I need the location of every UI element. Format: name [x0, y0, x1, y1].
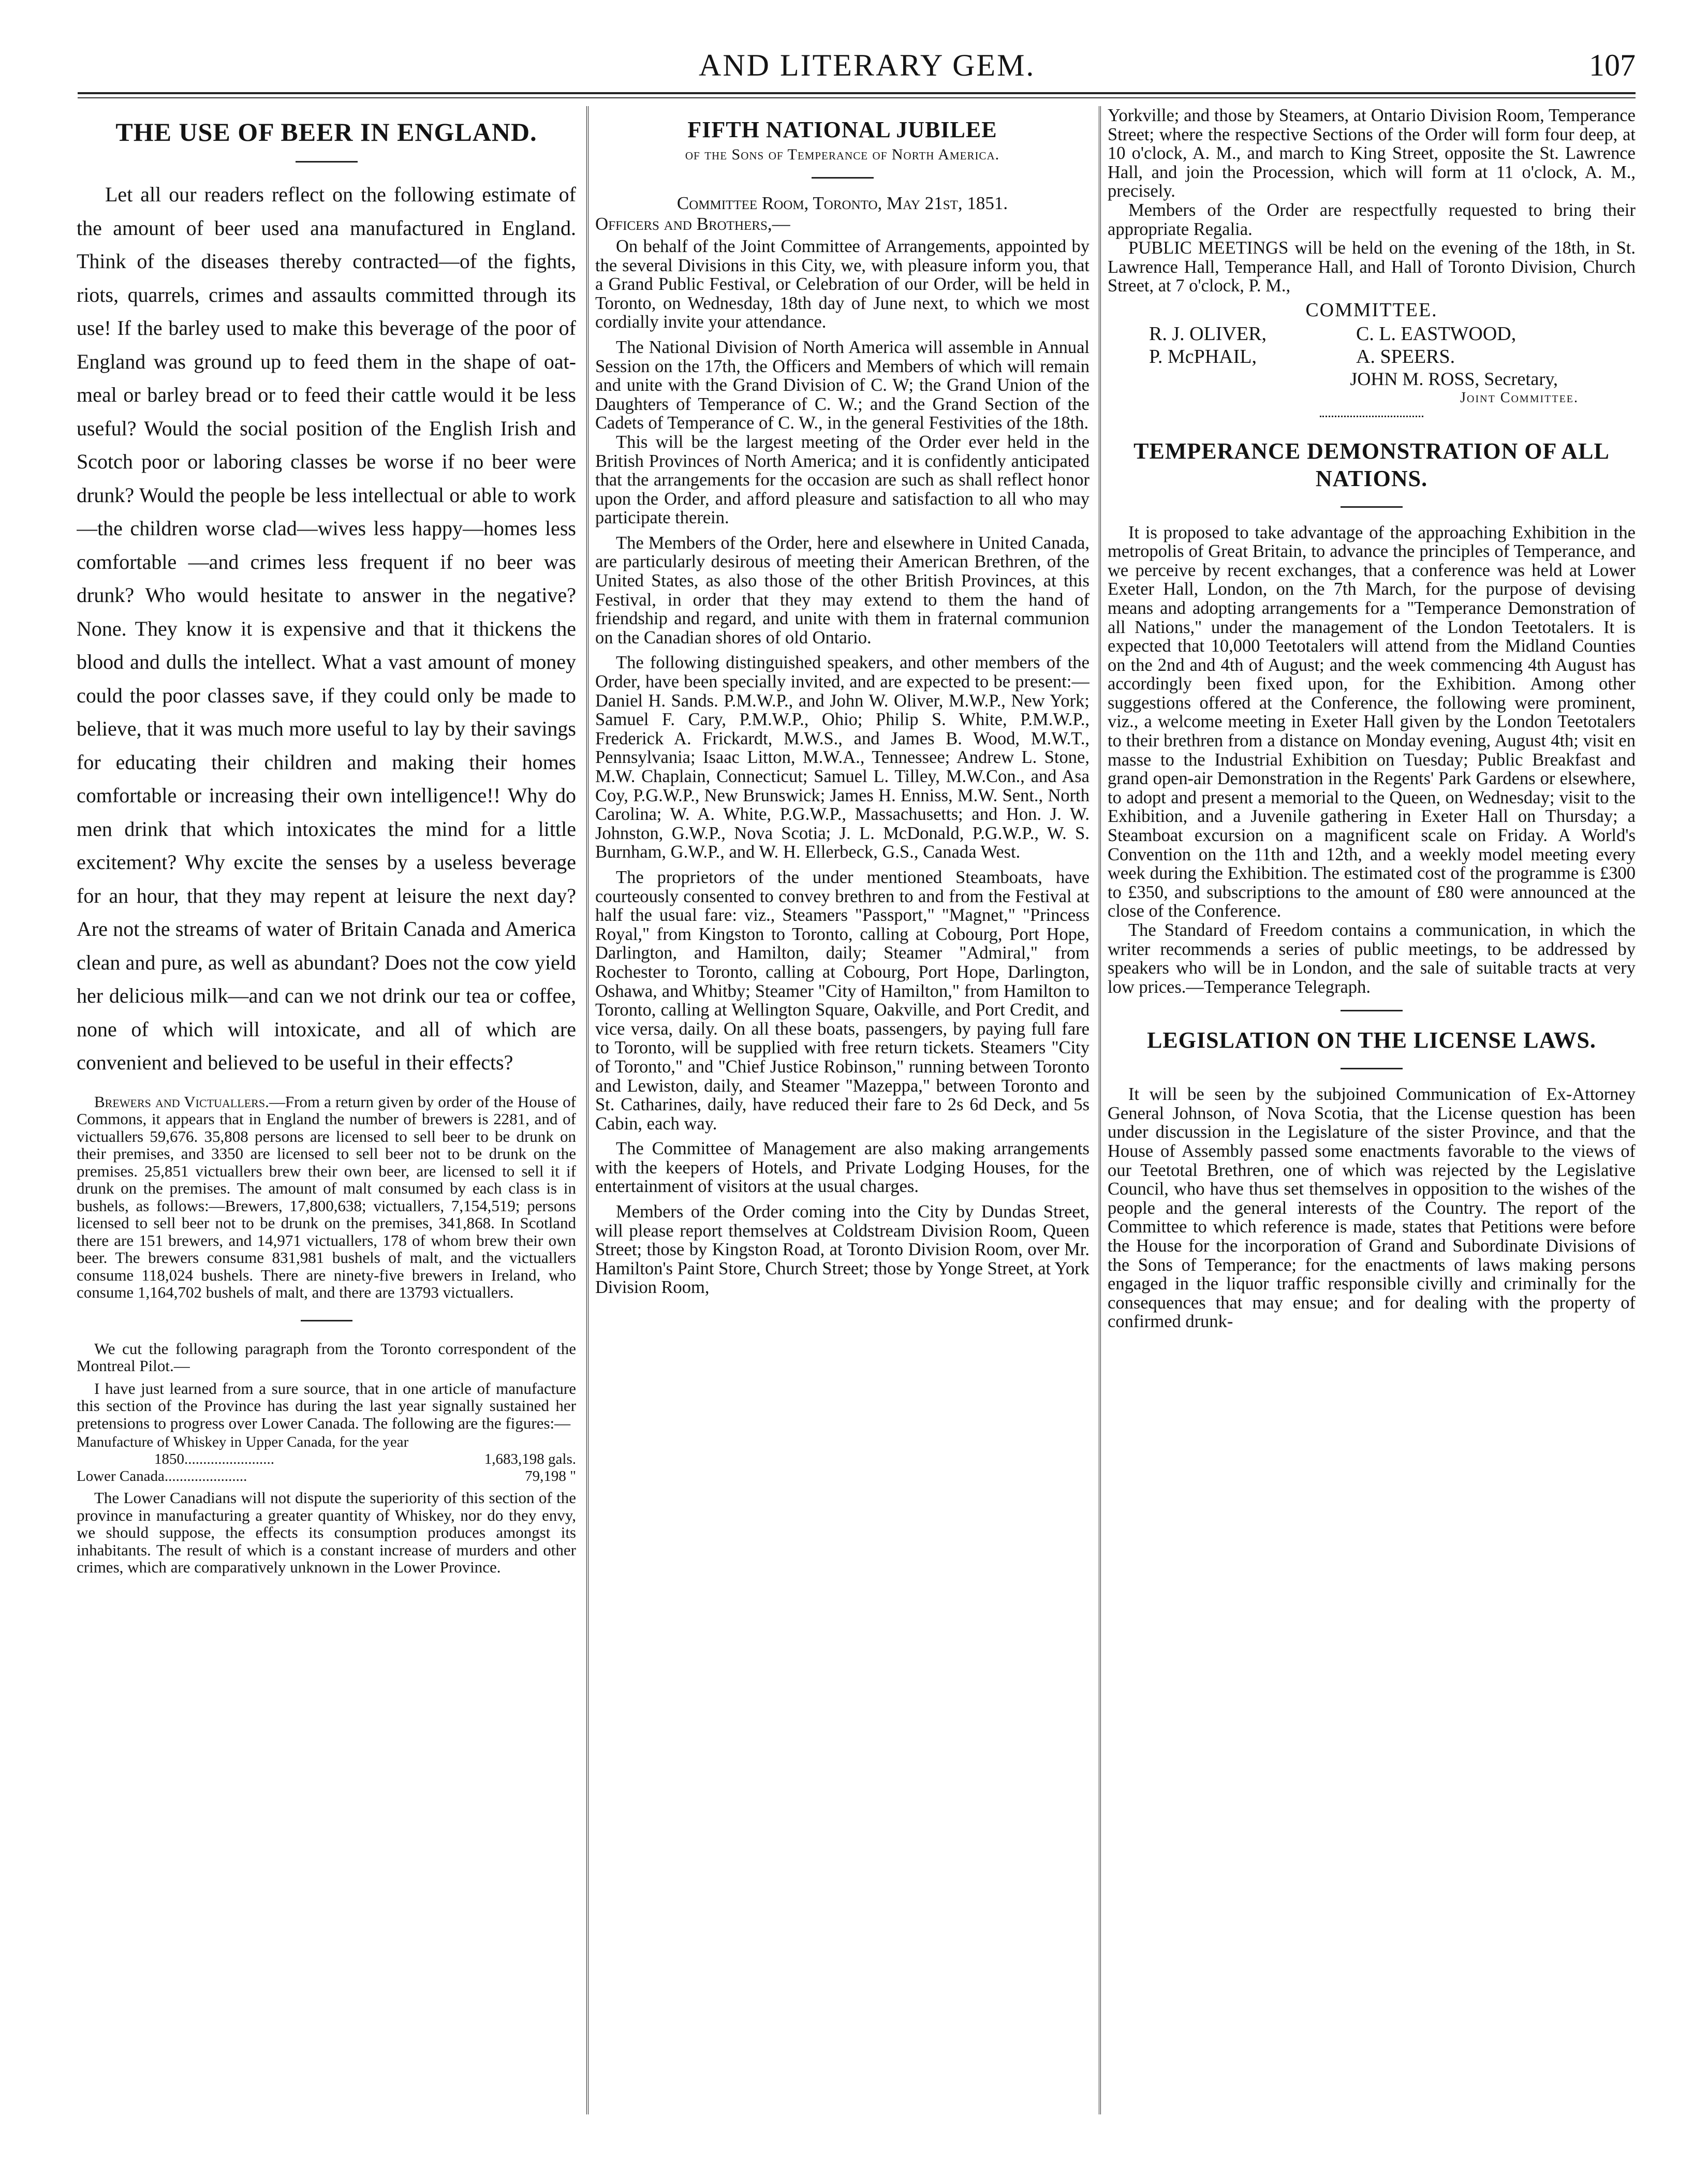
- section-rule: [1341, 506, 1403, 508]
- committee-heading: COMMITTEE.: [1305, 299, 1438, 321]
- article-title-jubilee: FIFTH NATIONAL JUBILEE: [687, 117, 997, 142]
- steamboats-paragraph: The proprietors of the under mentioned Steamboats, have courteously consented to convey brethren to and from the Festival at half the usual fare: viz., Steamers "Passport," "Magnet," "Princess Royal," from Kingston to Toronto, calling at Cobourg, Port Hope, Darlington, and Hamilton, daily; Steamer "Admiral," from Rochester to Toronto, calling at Cobourg, Port Hope, Darlington, Oshawa, and Whitby; Steamer "City of Hamilton," from Hamilton to Toronto, calling at Wellington Square, Oakville, and Port Credit, and vice versa, daily. On all these boats, passengers, by paying full fare to Toronto, will be supplied with free return tickets. Steamers "City of Toronto," and "Chief Justice Robinson," running between Toronto and Lewiston, daily, and Steamer "Mazeppa," between Toronto and St. Catharines, daily, have reduced their fare to 2s 6d Deck, and 5s Cabin, each way.: [595, 867, 1089, 1134]
- committee-members: [1149, 322, 1636, 368]
- column-left: [77, 106, 576, 2120]
- public-meetings-paragraph: PUBLIC MEETINGS will be held on the evening of the 18th, in St. Lawrence Hall, Temperance Hall, and Hall of Toronto Division, Church Street, at 7 o'clock, P. M.,: [1108, 238, 1636, 296]
- date-line: Committee Room, Toronto, May 21st, 1851.: [676, 193, 1008, 213]
- member-row: P. McPHAIL, A. SPEERS.: [1149, 345, 1455, 367]
- column-right: [1108, 106, 1636, 2120]
- demonstration-paragraph: It is proposed to take advantage of the approaching Exhibition in the metropolis of Great Britain, to advance the principles of Temperance, and we perceive by recent exchanges, that a conference was held at Lower Exeter Hall, London, on the 7th March, for the purpose of devising means and adopting arrangements for a "Temperance Demonstration of all Nations," under the management of the London Teetotalers. It is expected that 10,000 Teetotalers will attend from the Midland Counties on the 2nd and 4th of August; and the week commencing 4th August has accordingly been fixed upon, for the Exhibition. Among other suggestions offered at the Conference, the following were prominent, viz., a welcome meeting in Exeter Hall given by the London Teetotalers to their brethren from a distance on Monday evening, August 4th; visit en masse to the Industrial Exhibition on Tuesday; Public Breakfast and grand open-air Demonstration in the Regents' Park Gardens or elsewhere, to adopt and present a memorial to the Queen, on Wednesday; visit to the Exhibition, and a Juvenile gathering in Exeter Hall on Thursday; a Steamboat excursion on a magnificent scale on Friday. A World's Convention on the 11th and 12th, and a weekly model meeting every week during the Exhibition. The estimated cost of the programme is £300 to £350, and subscriptions to the amount of £80 were announced at the close of the Conference.: [1108, 522, 1636, 921]
- procession-paragraph: Yorkville; and those by Steamers, at Ontario Division Room, Temperance Street; where the respective Sections of the Order will form four deep, at 10 o'clock, A. M., and march to King Street, opposite the St. Lawrence Hall, and join the Procession, which will form at 11 o'clock, A. M., precisely.: [1108, 106, 1636, 201]
- joint-committee: Joint Committee.: [1460, 389, 1579, 406]
- license-paragraph: It will be seen by the subjoined Communication of Ex-Attorney General Johnson, of Nova Scotia, that the License question has been under discussion in the Legislature of the sister Province, and that the House of Assembly passed some enactments favorable to the views of our Teetotal Brethren, one of which was rejected by the Legislative Council, who have thus set themselves in opposition to the wishes of the people and the general interests of the Country. The report of the Committee to which reference is made, states that Petitions were before the House for the incorporation of Grand and Subordinate Divisions of the Sons of Temperance; for the enactments of laws making persons engaged in the liquor traffic responsible civilly and criminally for the consequences that may ensue; and for dealing with the property of confirmed drunk-: [1108, 1084, 1636, 1332]
- toronto-intro: We cut the following paragraph from the Toronto correspondent of the Montreal Pilot.—: [77, 1339, 576, 1375]
- toronto-paragraph: I have just learned from a sure source, that in one article of manufacture this section of the Province has during the last year signally sustained her pretensions to progress over Lower Canada. The following are the figures:—: [77, 1379, 576, 1432]
- section-rule: [1341, 1068, 1403, 1069]
- jubilee-paragraph: This will be the largest meeting of the Order ever held in the British Provinces of North America; and it is confidently anticipated that the arrangements for the occasion are such as shall reflect honor upon the Order, and afford pleasure and satisfaction to all who may participate therein.: [595, 432, 1089, 528]
- article-title-license: LEGISLATION ON THE LICENSE LAWS.: [1147, 1027, 1596, 1053]
- whiskey-figures: [77, 1434, 576, 1485]
- wavy-rule: [1320, 416, 1423, 417]
- jubilee-paragraph: The Members of the Order, here and elsewhere in United Canada, are particularly desirous of meeting their American Brethren, of the United States, as also those of the other British Provinces, at this Festival, in order that they may extend to them the hand of friendship and regard, and unite with them in fraternal communion on the Canadian shores of old Ontario.: [595, 533, 1089, 648]
- brewers-lead: Brewers and Victuallers.: [94, 1092, 269, 1111]
- beer-article-body: Let all our readers reflect on the following estimate of the amount of beer used ana manufactured in England. Think of the diseases thereby contracted—of the fights, riots, quarrels, crimes and assaults committed through its use! If the barley used to make this beverage of the poor of England was ground up to feed them in the shape of oat-meal or barley bread or to feed their cattle would it be less useful? Would the social position of the English Irish and Scotch poor or laboring classes be worse if no beer were drunk? Would the people be less intellectual or able to work—the children worse clad—wives less happy—homes less comfortable —and crimes less frequent if no beer was drunk? Who would hesitate to answer in the negative? None. They know it is expensive and that it thickens the blood and dulls the intellect. What a vast amount of money could the poor classes save, if they could only be made to believe, that it was much more useful to lay by their savings for educating their children and making their homes comfortable or increasing their own intelligence!! Why do men drink that which intoxicates the mind for a little excitement? Why excite the senses by a useless beverage for an hour, that they may repent at leisure the next day? Are not the streams of water of Britain Canada and America clean and pure, as well as abundant? Does not the cow yield her delicious milk—and can we not drink our tea or coffee, none of which will intoxicate, and all of which are convenient and believed to be useful in their effects?: [77, 183, 576, 1074]
- jubilee-paragraph: The National Division of North America will assemble in Annual Session on the 17th, the Officers and Members of which will remain and unite with the Grand Division of C. W; the Grand Union of the Daughters of Temperance of C. W.; and the Grand Section of the Cadets of Temperance of C. W., in the general Festivities of the 18th.: [595, 337, 1089, 433]
- running-title: AND LITERARY GEM.: [699, 48, 1036, 82]
- hotels-paragraph: The Committee of Management are also making arrangements with the keepers of Hotels, and Private Lodging Houses, for the entertainment of visitors at the usual charges.: [595, 1139, 1089, 1197]
- jubilee-paragraph: On behalf of the Joint Committee of Arrangements, appointed by the several Divisions in this City, we, with pleasure inform you, that a Grand Public Festival, or Celebration of our Order, will be held in Toronto, on Wednesday, 18th day of June next, to which we most cordially invite your attendance.: [595, 236, 1089, 332]
- article-title-demonstration: TEMPERANCE DEMONSTRATION OF ALL NATIONS.: [1133, 438, 1610, 491]
- section-rule: [812, 177, 874, 179]
- figure-row: Lower Canada...................... 79,198 ": [77, 1468, 576, 1484]
- routes-paragraph: Members of the Order coming into the City by Dundas Street, will please report themselves at Coldstream Division Room, Queen Street; those by Kingston Road, at Toronto Division Room, over Mr. Hamilton's Paint Store, Church Street; those by Yonge Street, at York Division Room,: [595, 1202, 1089, 1298]
- salutation: Officers and Brothers,—: [595, 214, 790, 234]
- brewers-paragraph: [77, 1093, 576, 1301]
- figure-row: 1850........................ 1,683,198 gals.: [154, 1451, 576, 1467]
- column-middle: [595, 106, 1089, 2120]
- article-title-beer: THE USE OF BEER IN ENGLAND.: [115, 117, 537, 146]
- column-divider: [586, 106, 588, 2114]
- page-number: 107: [1589, 48, 1636, 82]
- lower-canada-paragraph: The Lower Canadians will not dispute the superiority of this section of the province in manufacturing a greater quantity of Whiskey, nor do they envy, we should suppose, the effects its consumption produces amongst its inhabitants. The result of which is a constant increase of murders and other crimes, which are comparatively unknown in the Lower Province.: [77, 1489, 576, 1576]
- header-rule-thin: [78, 97, 1636, 98]
- section-rule: [296, 161, 358, 163]
- standard-paragraph: The Standard of Freedom contains a communication, in which the writer recommends a series of public meetings, to be addressed by speakers who will be in London, and the sale of suitable tracts at very low prices.—Temperance Telegraph.: [1108, 920, 1636, 997]
- regalia-paragraph: Members of the Order are respectfully requested to bring their appropriate Regalia.: [1108, 200, 1636, 239]
- member-row: R. J. OLIVER, C. L. EASTWOOD,: [1149, 322, 1516, 345]
- figure-row: Manufacture of Whiskey in Upper Canada, for the year: [77, 1434, 409, 1450]
- brewers-text: —From a return given by order of the House of Commons, it appears that in England the number of brewers is 2281, and of victuallers 59,676. 35,808 persons are licensed to sell beer to be drunk on their premises, and 3350 are licensed to sell beer not to be drunk on the premises. 25,851 victuallers brew their own beer, are licensed to sell it if drunk on the premises. The amount of malt consumed by each class is in bushels, as follows:—Brewers, 17,800,638; victuallers, 7,154,519; persons licensed to sell beer not to be drunk on the premises, 341,868. In Scotland there are 151 brewers, and 14,971 victuallers, 178 of whom brew their own beer. The brewers consume 831,981 bushels of malt, and the victuallers consume 118,024 bushels. There are ninety-five brewers in Ireland, who consume 1,164,702 bushels of malt, and there are 13793 victuallers.: [77, 1092, 576, 1301]
- section-rule: [301, 1320, 352, 1321]
- secretary-signature: JOHN M. ROSS, Secretary,: [1350, 368, 1558, 389]
- speakers-paragraph: The following distinguished speakers, and other members of the Order, have been specially invited, and are expected to be present:—Daniel H. Sands. P.M.W.P., and John W. Oliver, M.W.P., New York; Samuel F. Cary, P.M.W.P., Ohio; Philip S. White, P.M.W.P., Frederick A. Frickardt, M.W.S., and James B. Wood, M.W.T., Pennsylvania; Isaac Litton, M.W.A., Tennessee; Andrew L. Stone, M.W. Chaplain, Connecticut; Samuel L. Tilley, M.W.Con., and Asa Coy, P.G.W.P., New Brunswick; James H. Enniss, M.W. Sent., North Carolina; W. A. White, P.G.W.P., Massachusetts; and Hon. J. W. Johnston, G.W.P., Nova Scotia; J. L. McDonald, P.G.W.P., W. S. Burnham, G.W.P., and W. H. Ellerbeck, G.S., Canada West.: [595, 653, 1089, 862]
- header-rule: [78, 92, 1636, 94]
- column-divider: [1099, 106, 1101, 2114]
- section-rule: [1341, 1010, 1403, 1011]
- article-subtitle-jubilee: of the Sons of Temperance of North America.: [685, 145, 1000, 163]
